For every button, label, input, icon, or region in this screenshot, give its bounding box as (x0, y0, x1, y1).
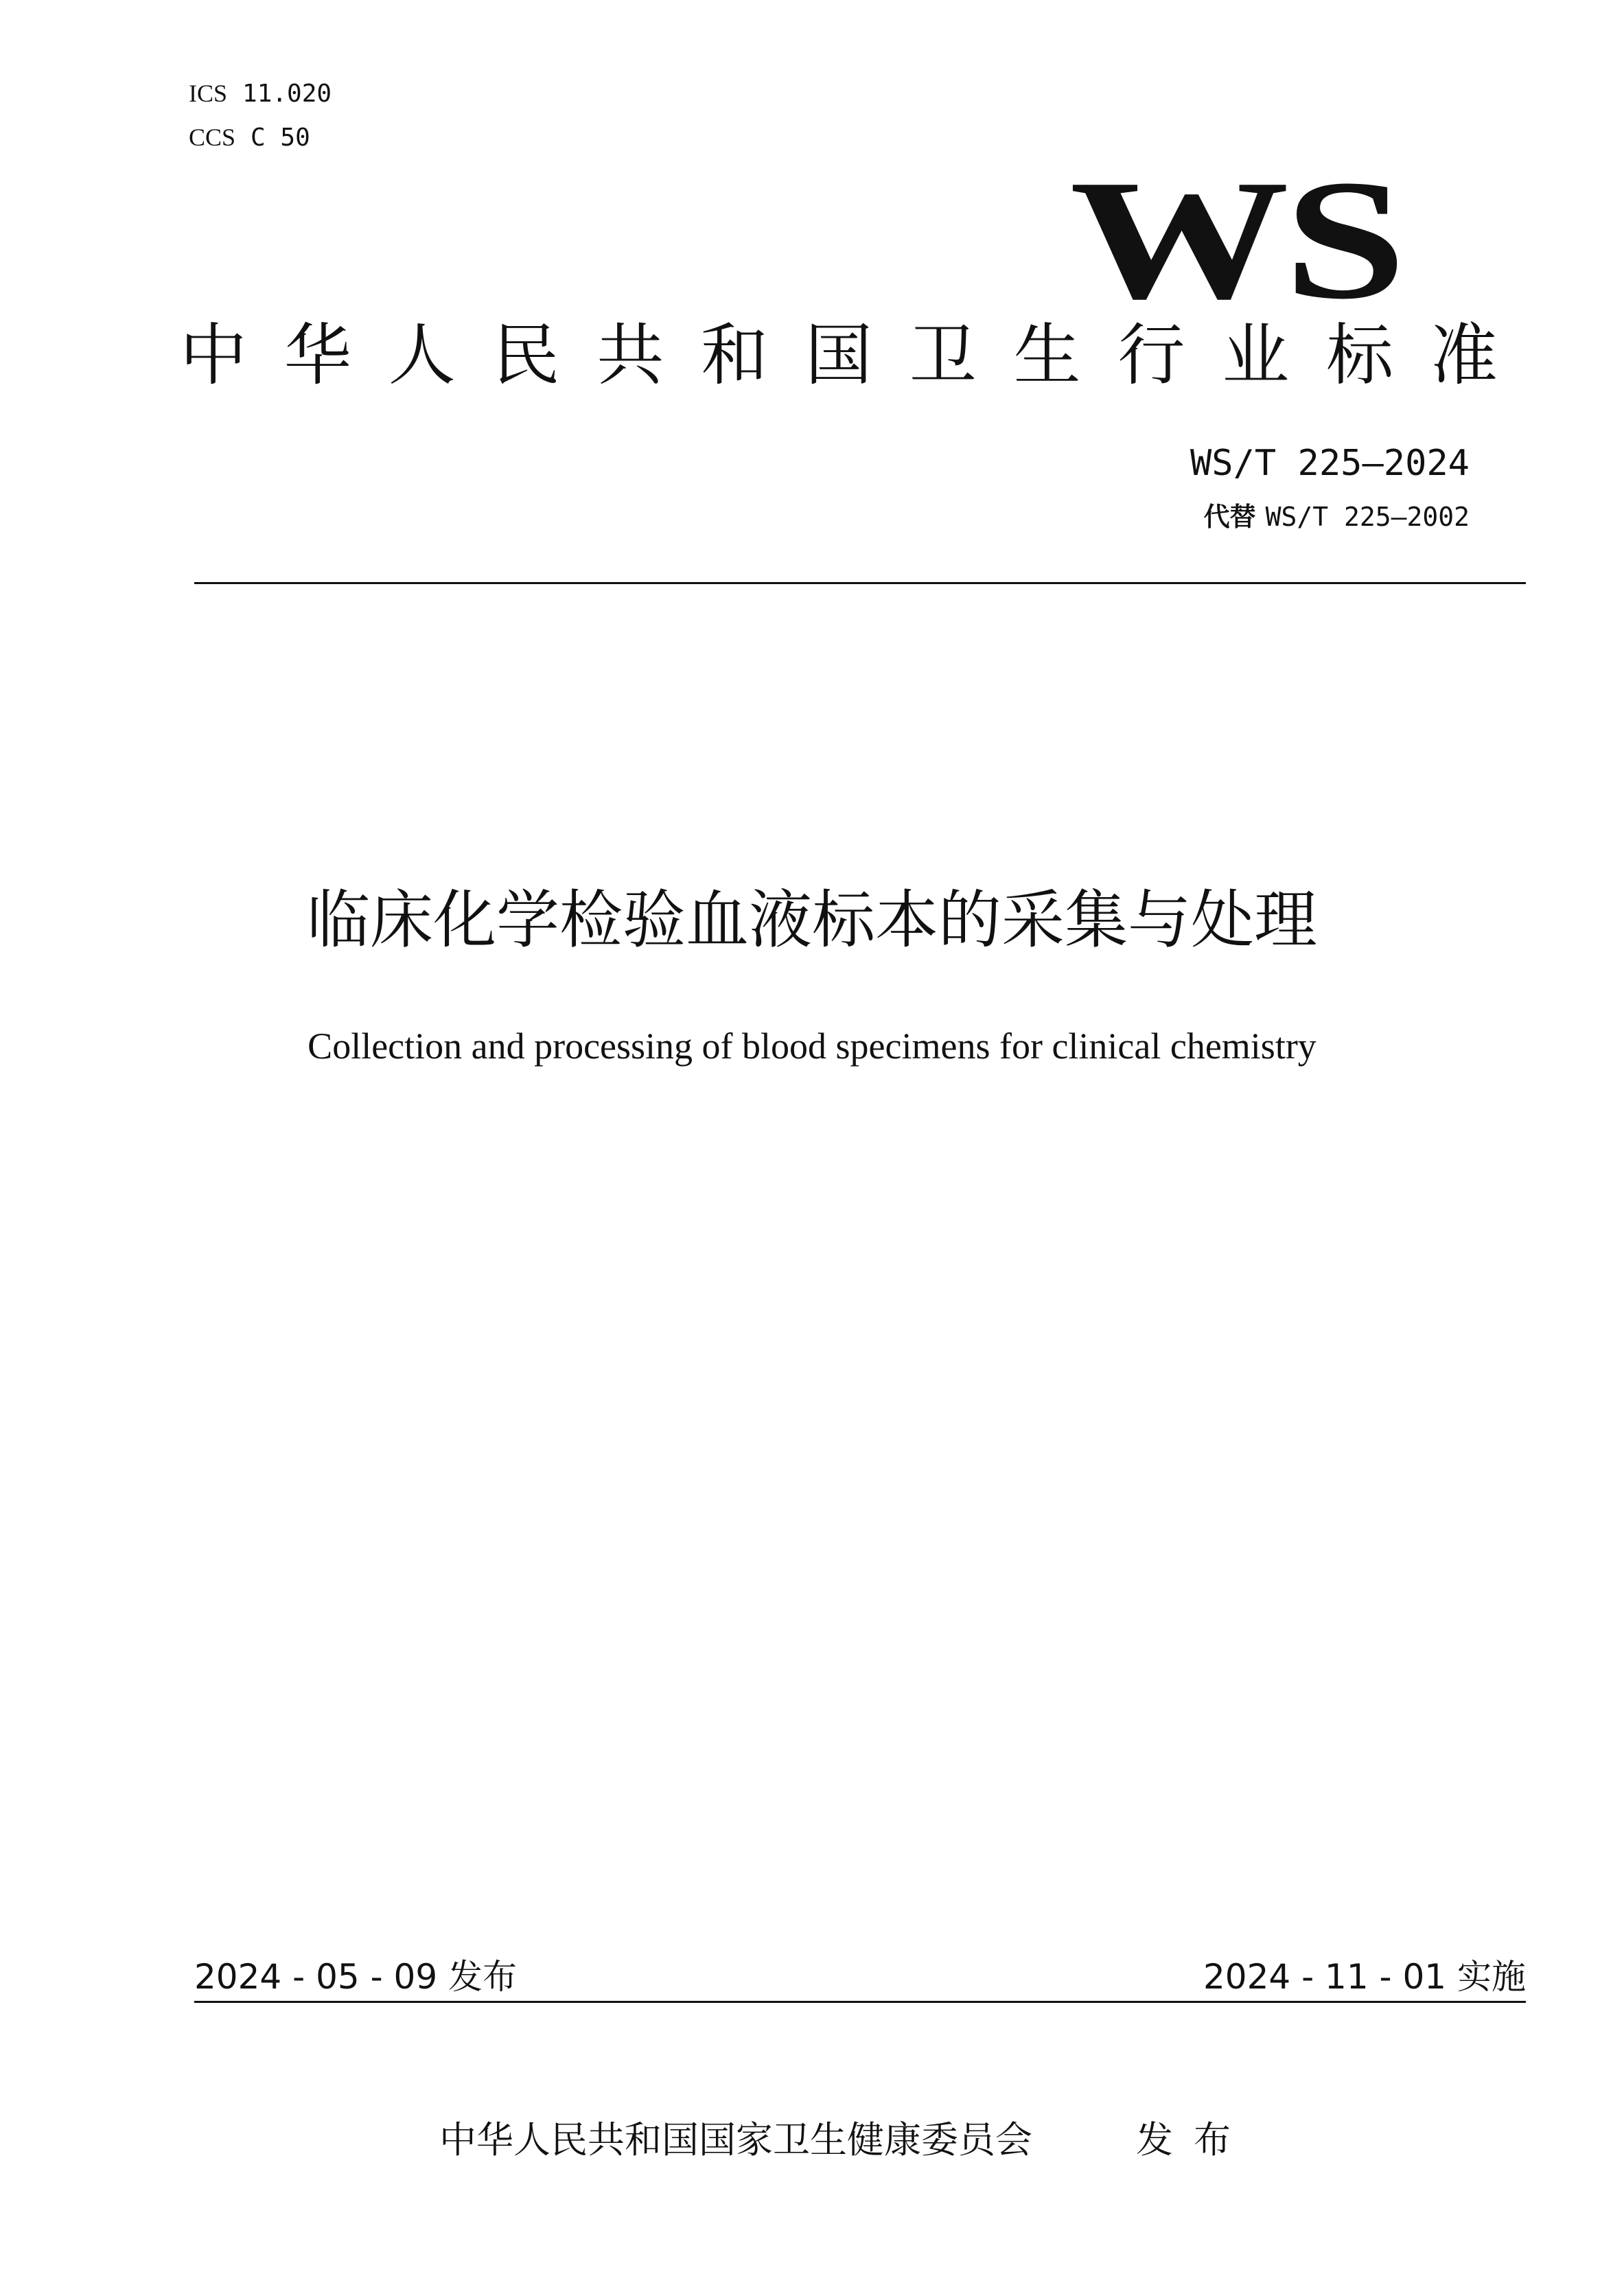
document-title-en: Collection and processing of blood specimens for clinical chemistry (308, 1025, 1316, 1067)
standard-type-char: 准 (1430, 316, 1498, 395)
replaces-standard (1204, 496, 1470, 533)
ics-value: 11.020 (242, 80, 332, 108)
standard-type-char: 业 (1222, 316, 1290, 395)
document-title-cn: 临床化学检验血液标本的采集与处理 (306, 883, 1317, 957)
standard-type-char: 华 (283, 316, 351, 395)
effective-date: 2024 - 11 - 01 实施 (1203, 1957, 1526, 1997)
standard-type-char: 民 (492, 316, 560, 395)
standard-type-char: 人 (388, 316, 456, 395)
standard-type-char: 共 (596, 316, 664, 395)
issuing-authority: 中华人民共和国国家卫生健康委员会 (439, 2118, 1032, 2161)
standard-number: WS/T 225—2024 (1190, 443, 1470, 484)
replaces-label: 代替 (1203, 502, 1256, 532)
standard-type-char: 卫 (909, 316, 977, 395)
ics-label: ICS (189, 80, 228, 107)
ws-logo: WS (1069, 145, 1401, 335)
header-divider (194, 582, 1526, 584)
standard-type-title (180, 316, 1498, 395)
publish-date: 2024 - 05 - 09 发布 (194, 1957, 518, 1997)
ccs-label: CCS (189, 124, 236, 151)
standard-type-char: 标 (1326, 316, 1394, 395)
issue-action: 发布 (1136, 2118, 1251, 2161)
footer-divider (194, 2001, 1526, 2003)
standard-type-char: 生 (1013, 316, 1081, 395)
standard-type-char: 和 (701, 316, 769, 395)
ccs-code (189, 125, 310, 150)
standard-type-char: 中 (180, 316, 248, 395)
replaces-number: WS/T 225—2002 (1265, 502, 1470, 532)
standard-type-char: 国 (804, 316, 872, 395)
ccs-value: C 50 (251, 124, 310, 152)
standard-type-char: 行 (1117, 316, 1185, 395)
ics-code (189, 81, 332, 106)
